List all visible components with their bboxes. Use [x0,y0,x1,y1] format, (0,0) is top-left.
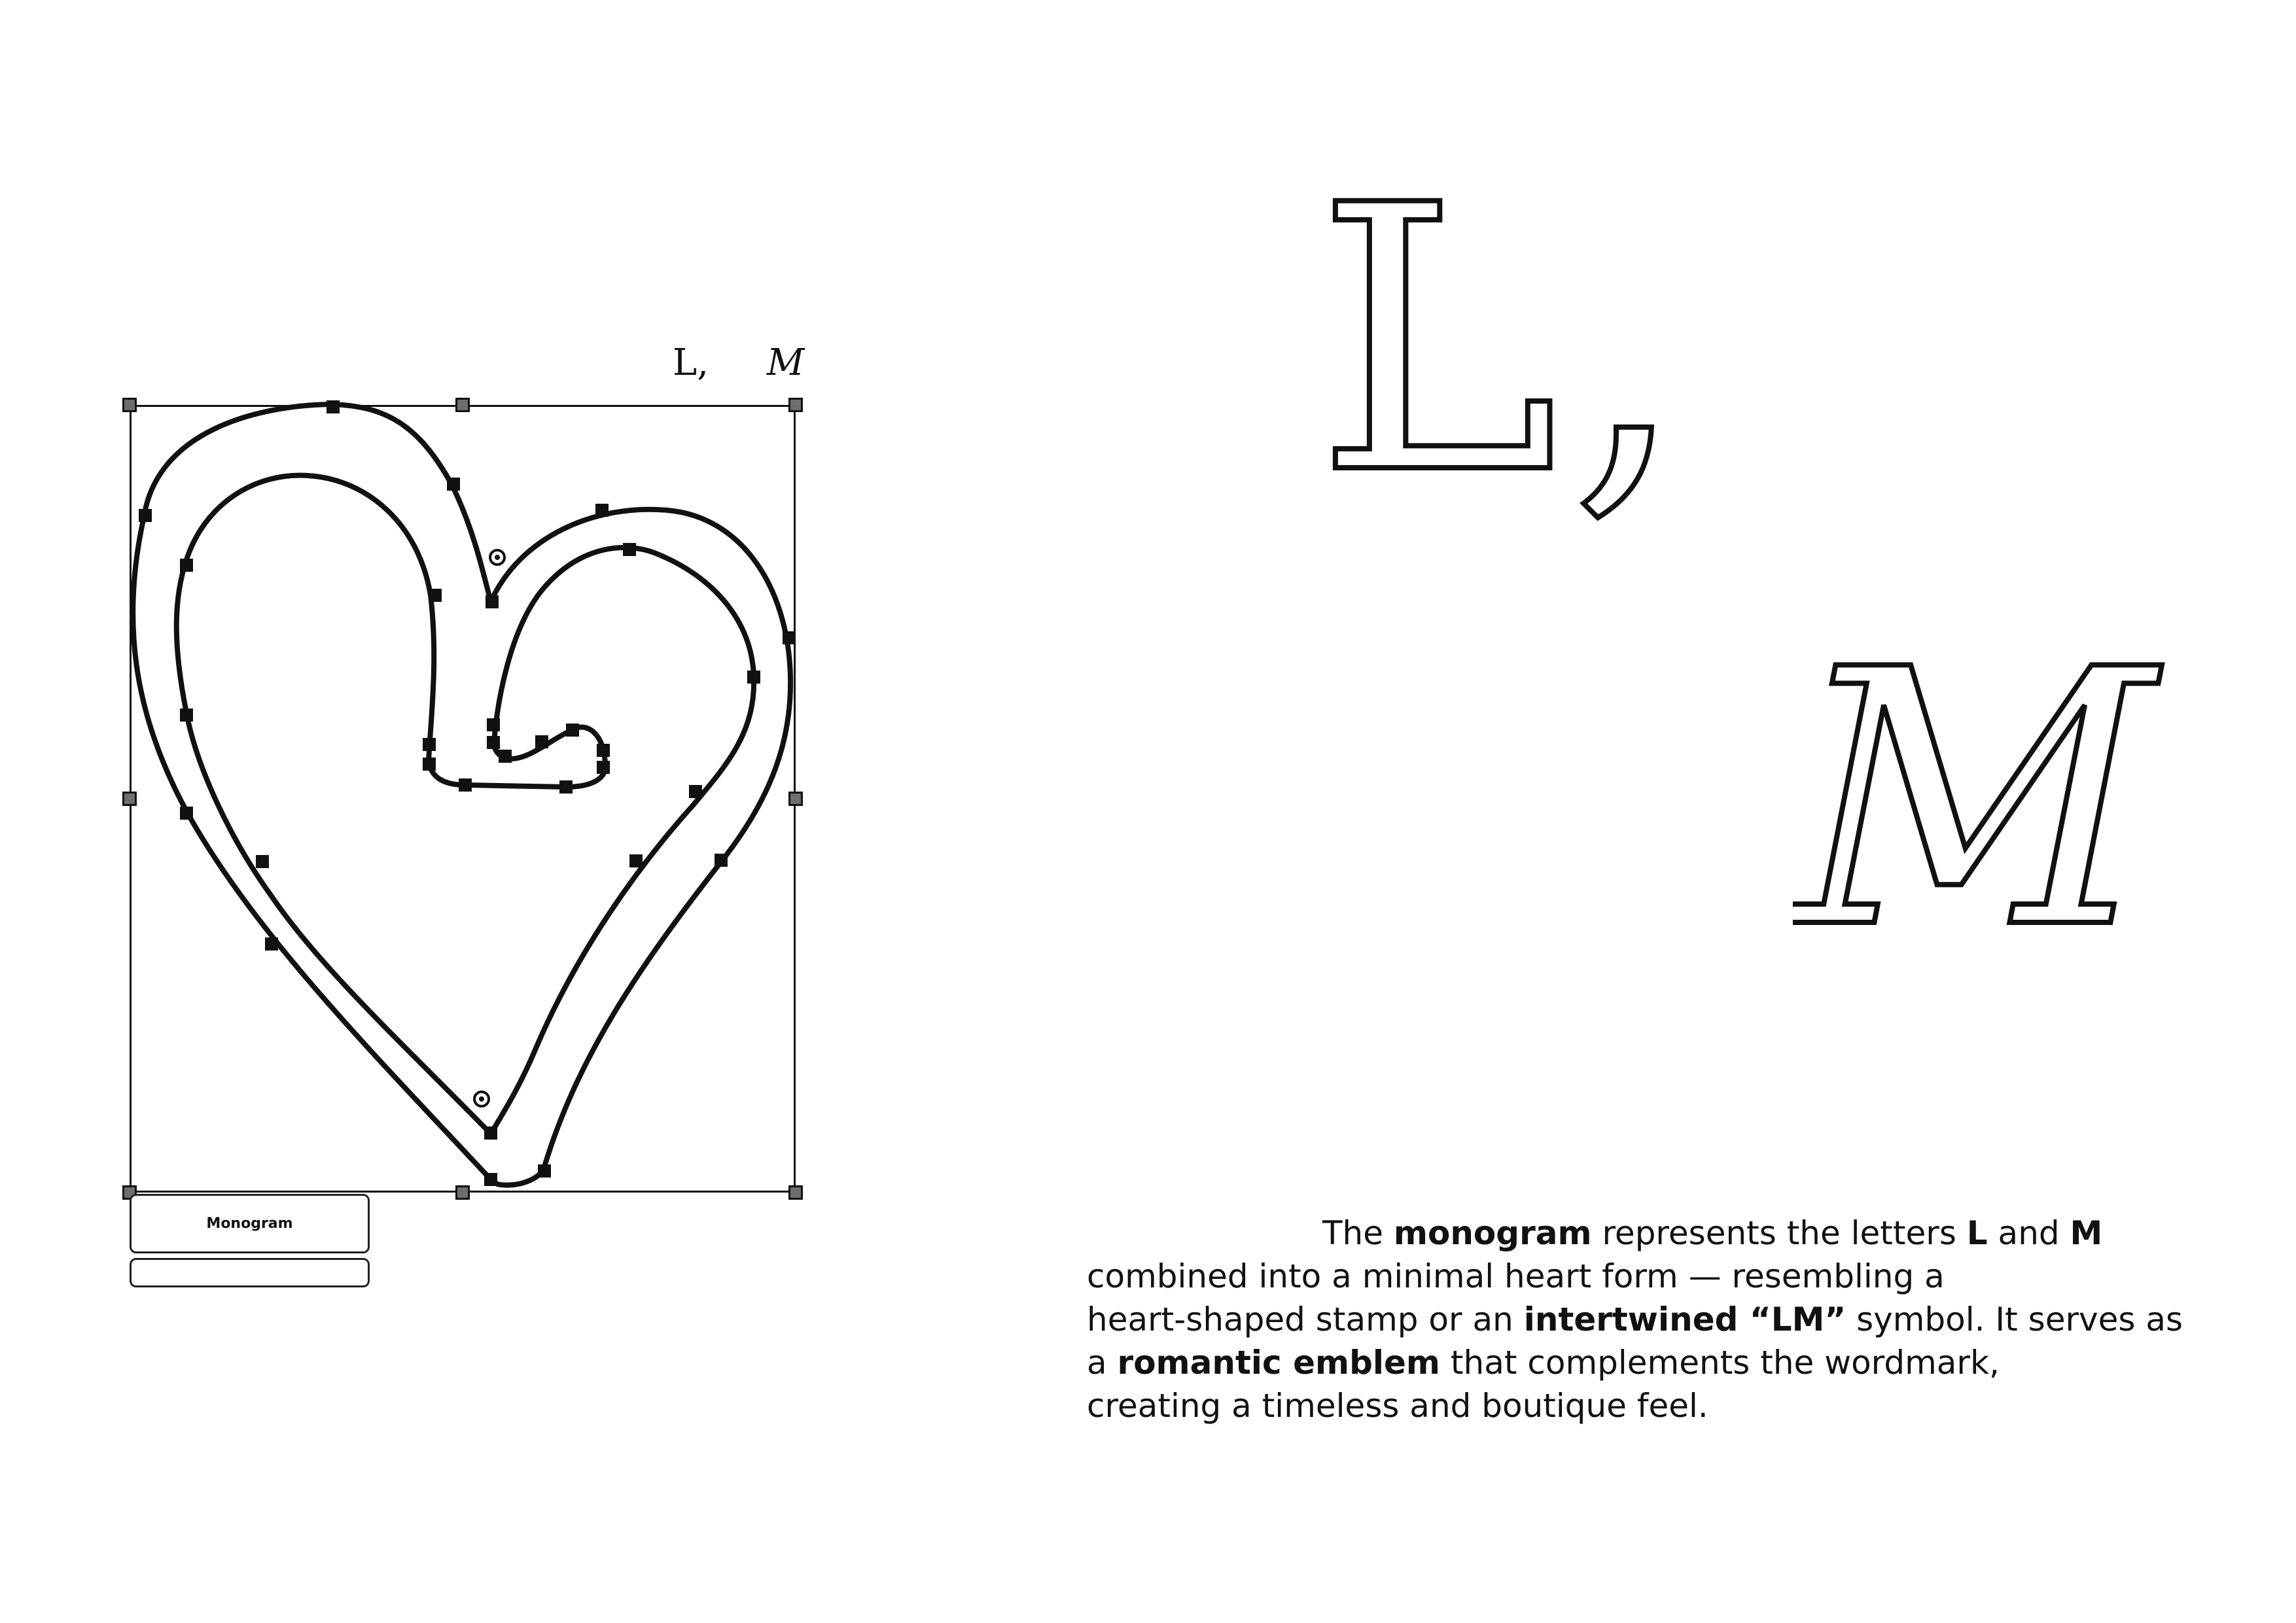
element-label-m: M [767,341,805,384]
description-line-3: heart-shaped stamp or an intertwined “LM” symbol. It serves as [1087,1300,2183,1338]
origin-target-icon [474,550,504,1106]
heart-inner-contour [177,476,754,1134]
element-label-l: L, [673,341,709,384]
bounding-handle-icon[interactable] [122,398,137,412]
svg-text:,: , [1570,164,1687,530]
layer-item-empty[interactable] [130,1258,370,1287]
description-line-4: a romantic emblem that complements the wordmark, [1087,1344,2000,1382]
svg-text:L: L [1315,164,1559,530]
description-line-5: creating a timeless and boutique feel. [1087,1387,1708,1425]
bounding-handle-icon[interactable] [788,398,803,412]
big-letter-m [1793,621,2185,949]
layer-item-label: Monogram [206,1215,293,1232]
svg-text:M: M [1793,621,2155,949]
monogram-description [1087,1212,2238,1427]
big-letter-comma [1557,164,1701,530]
bounding-handle-icon[interactable] [122,792,137,806]
bounding-handle-icon[interactable] [455,398,470,412]
bounding-handle-icon[interactable] [788,1185,803,1200]
description-line-2: combined into a minimal heart form — resembling a [1087,1257,1945,1295]
description-line-1: The monogram represents the letters L and M [1322,1214,2103,1252]
bounding-handle-icon[interactable] [788,792,803,806]
bounding-handle-icon[interactable] [455,1185,470,1200]
layer-item-monogram[interactable] [130,1194,370,1253]
